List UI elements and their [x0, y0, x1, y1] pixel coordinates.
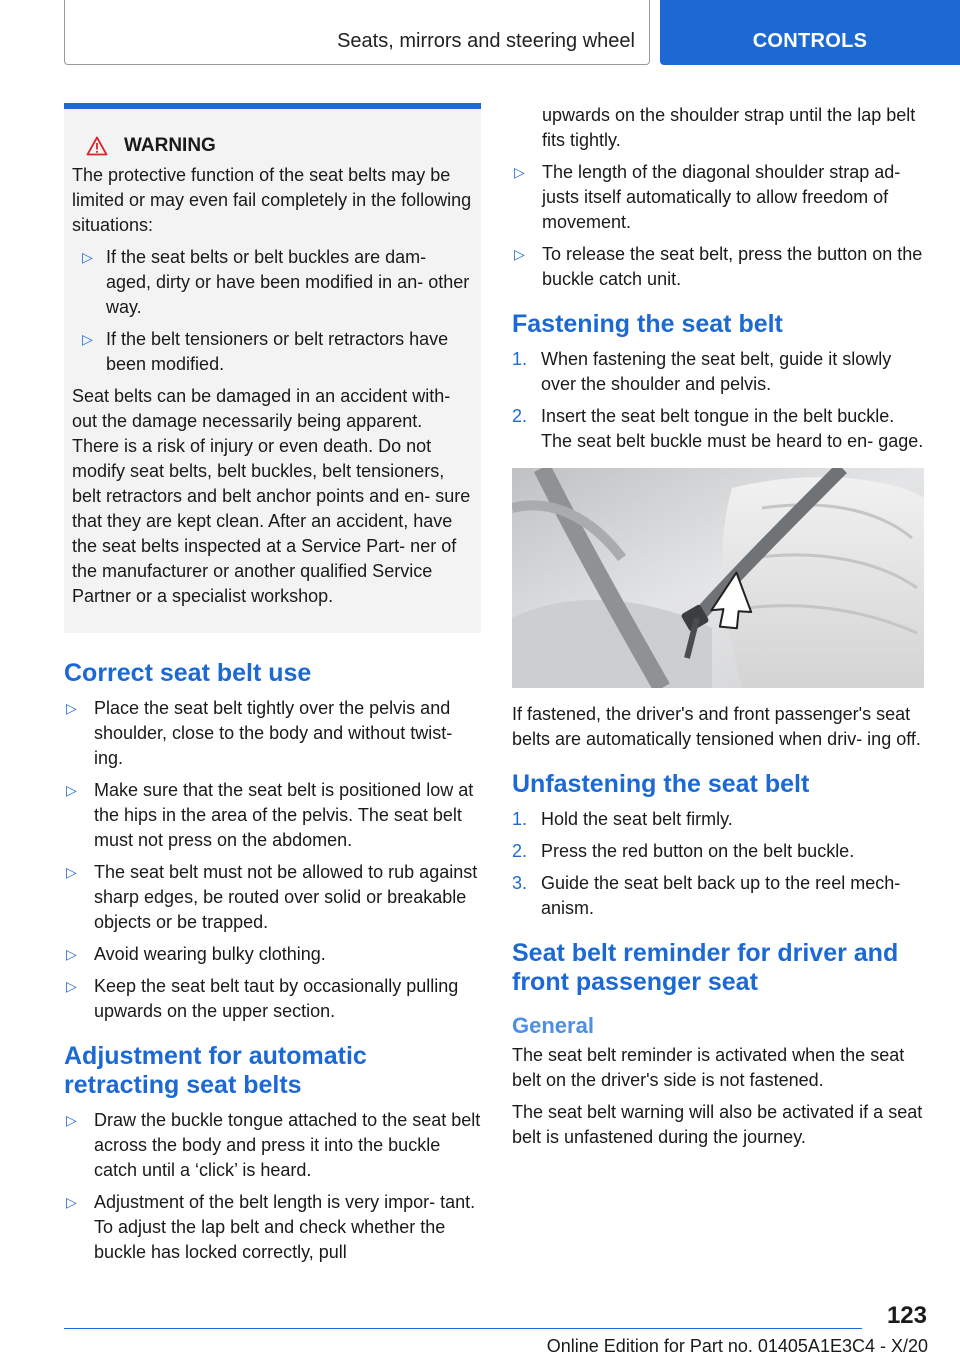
reminder-para-1: The seat belt reminder is activated when the seat belt on the driver's side is not fastened.	[512, 1045, 905, 1090]
list-item: ▷ Keep the seat belt taut by occasionally pulling upwards on the upper section.	[66, 976, 459, 1021]
triangle-bullet-icon: ▷	[82, 331, 93, 347]
heading-seat-belt-reminder: Seat belt reminder for driver and front passenger seat	[512, 939, 899, 996]
page-number: 123	[886, 1302, 927, 1329]
list-item	[512, 103, 924, 153]
list-item: 3. Guide the seat belt back up to the reel mech‐ anism.	[512, 873, 901, 918]
subheading-general: General	[512, 1013, 594, 1038]
fastening-steps	[512, 347, 924, 454]
reminder-para-2: The seat belt warning will also be activated if a seat belt is unfastened during the journey.	[512, 1102, 923, 1147]
header-section-title: Seats, mirrors and steering wheel	[337, 30, 635, 52]
adjustment-item-split: Adjustment of the belt length is very impor‐ tant. To adjust the lap belt and check whether the buckle has locked correctly, pull	[94, 1192, 476, 1262]
list-item: ▷ If the belt tensioners or belt retractors have been modified.	[82, 329, 449, 374]
list-item: ▷ Avoid wearing bulky clothing.	[64, 942, 481, 967]
list-item: ▷ The seat belt must not be allowed to rub against sharp edges, be routed over solid or breakable objects or be trapped.	[66, 862, 478, 932]
heading-fastening: Fastening the seat belt	[512, 310, 783, 338]
triangle-bullet-icon: ▷	[66, 946, 77, 962]
triangle-bullet-icon: ▷	[514, 164, 525, 180]
triangle-bullet-icon: ▷	[66, 864, 77, 880]
list-item: 2. Insert the seat belt tongue in the belt buckle. The seat belt buckle must be heard to en‐ gage.	[512, 406, 924, 451]
right-column	[512, 103, 924, 1157]
list-item: ▷ If the seat belts or belt buckles are dam‐ aged, dirty or have been modified in an‐ other way.	[82, 247, 470, 317]
warning-intro: The protective function of the seat belts may be limited or may even fail completely in the following situations:	[72, 165, 472, 235]
fastening-note: If fastened, the driver's and front passenger's seat belts are automatically tensioned when driv‐ ing off.	[512, 704, 921, 749]
header-chapter-label: CONTROLS	[752, 30, 868, 52]
triangle-bullet-icon: ▷	[514, 246, 525, 262]
warning-body: Seat belts can be damaged in an accident with‐ out the damage necessarily being apparent. There is a risk of injury or even death. Do not modify seat belts, belt buckles, belt tensioners, belt retractors and belt anchor points and en‐ sure that they are kept clean. After an accident, have the seat belts inspected at a Service Part‐ ner of the manufacturer or another qualified Service Partner or a specialist workshop.	[72, 386, 471, 606]
heading-unfastening: Unfastening the seat belt	[512, 770, 810, 798]
adjustment-item-continued: upwards on the shoulder strap until the lap belt fits tightly.	[542, 105, 916, 150]
list-item: ▷ To release the seat belt, press the button on the buckle catch unit.	[514, 244, 923, 289]
triangle-bullet-icon: ▷	[66, 1194, 77, 1210]
list-item	[64, 1190, 481, 1265]
triangle-bullet-icon: ▷	[66, 700, 77, 716]
warning-header	[86, 135, 473, 157]
seat-belt-buckle-illustration	[512, 468, 924, 688]
list-item: ▷ Draw the buckle tongue attached to the seat belt across the body and press it into the buckle catch until a ‘click’ is heard.	[66, 1110, 481, 1180]
list-item: 1. Hold the seat belt firmly.	[512, 809, 733, 829]
warning-title: WARNING	[124, 135, 216, 156]
warning-box	[64, 103, 481, 633]
warning-list	[72, 245, 473, 377]
list-item: 2. Press the red button on the belt buckle.	[512, 841, 855, 861]
list-item: ▷ Make sure that the seat belt is positioned low at the hips in the area of the pelvis. The seat belt must not press on the abdomen.	[66, 780, 474, 850]
triangle-bullet-icon: ▷	[66, 1112, 77, 1128]
heading-adjustment: Adjustment for automatic retracting seat belts	[64, 1042, 367, 1099]
footer-edition-text: Online Edition for Part no. 01405A1E3C4 - X/20	[546, 1336, 928, 1356]
adjustment-list-left	[64, 1108, 481, 1265]
correct-use-list	[64, 696, 481, 1024]
left-column	[64, 103, 481, 1265]
seat-belt-photo-graphic	[512, 468, 924, 688]
footer-divider	[64, 1328, 862, 1329]
heading-correct-seat-belt-use: Correct seat belt use	[64, 659, 312, 687]
list-item: ▷ Place the seat belt tightly over the pelvis and shoulder, close to the body and without twist‐ ing.	[66, 698, 453, 768]
unfastening-steps	[512, 807, 924, 921]
adjustment-list-right	[512, 103, 924, 292]
warning-triangle-icon	[86, 136, 108, 156]
triangle-bullet-icon: ▷	[66, 978, 77, 994]
triangle-bullet-icon: ▷	[66, 782, 77, 798]
triangle-bullet-icon: ▷	[82, 249, 93, 265]
list-item: ▷ The length of the diagonal shoulder strap ad‐ justs itself automatically to allow freedom of movement.	[514, 162, 901, 232]
header-chapter-tab[interactable]	[660, 0, 960, 65]
list-item: 1. When fastening the seat belt, guide it slowly over the shoulder and pelvis.	[512, 349, 892, 394]
header-section-box	[64, 0, 650, 65]
